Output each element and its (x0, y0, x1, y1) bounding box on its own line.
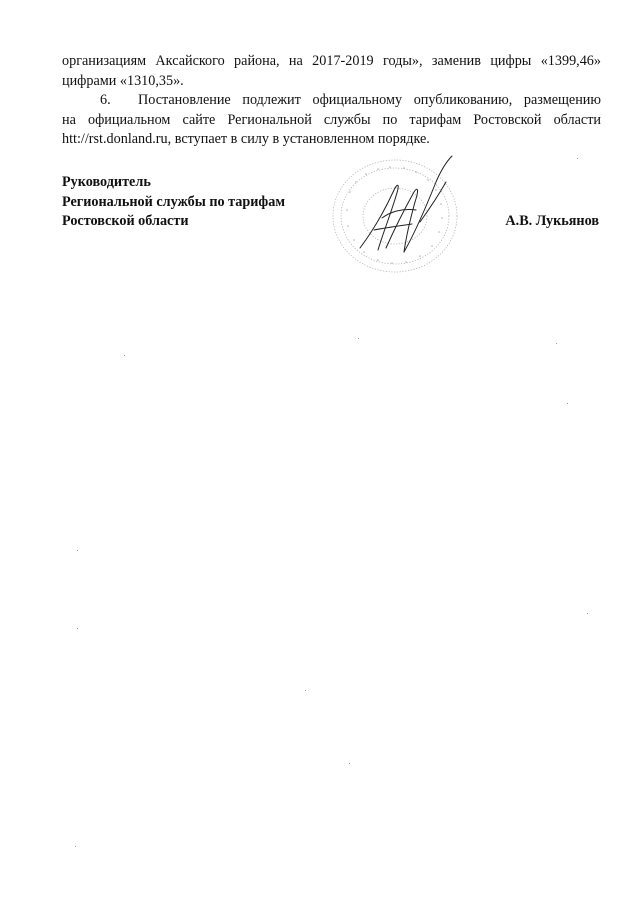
scan-speck (587, 613, 588, 614)
paragraph-6-number: 6. (100, 92, 111, 108)
scan-speck (75, 846, 76, 847)
signatory-title-line-3: Ростовской области (62, 213, 189, 229)
paragraph-6-line-3: htt://rst.donland.ru, вступает в силу в установленном порядке. (62, 131, 430, 147)
scan-speck (556, 343, 557, 344)
signatory-title-line-2: Региональной службы по тарифам (62, 193, 286, 210)
document-body (62, 52, 601, 150)
scan-speck (77, 628, 78, 629)
paragraph-6-line-2: на официальном сайте Региональной службы по тарифам Ростовской области (62, 111, 601, 128)
scan-speck (567, 403, 568, 404)
scan-speck (349, 763, 350, 764)
paragraph-continuation-line-2: цифрами «1310,35». (62, 72, 184, 89)
signature-block (62, 173, 601, 232)
paragraph-continuation-line-1: организациям Аксайского района, на 2017-2019 годы», заменив цифры «1399,46» (62, 53, 601, 69)
signatory-name: А.В. Лукьянов (505, 213, 599, 229)
scan-speck (358, 338, 359, 339)
paragraph-6-line-1 (62, 91, 601, 111)
scan-speck (124, 355, 125, 356)
scan-speck (305, 690, 306, 691)
scan-speck (77, 550, 78, 551)
scan-speck (577, 158, 578, 159)
paragraph-6-line-1-text: Постановление подлежит официальному опубликованию, размещению (138, 92, 601, 108)
signatory-title-line-1: Руководитель (62, 174, 151, 190)
